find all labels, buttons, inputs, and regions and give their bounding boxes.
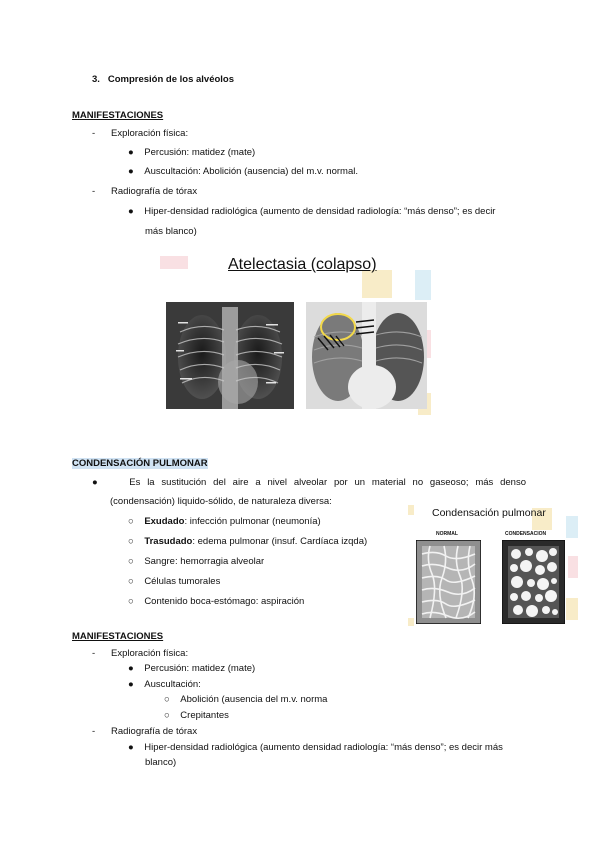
bullet-exploracion-2: - Exploración física: (92, 648, 189, 659)
figure-title-atelectasia: Atelectasia (colapso) (228, 256, 377, 273)
list-item-percusion-2: ● Percusión: matidez (mate) (128, 663, 256, 674)
list-item-sangre: ○ Sangre: hemorragia alveolar (128, 556, 265, 567)
condensacion-heading: CONDENSACIÓN PULMONAR (72, 458, 208, 469)
list-item-celulas: ○ Células tumorales (128, 576, 221, 587)
deco-rect (566, 516, 578, 538)
xray-atelectasis-image (306, 302, 427, 409)
list-item-trasudado: ○ Trasudado: edema pulmonar (insuf. Cardíaca izqda) (128, 536, 368, 547)
list-item-auscultacion-2: ● Auscultación: (128, 679, 201, 690)
bullet-exploracion: - Exploración física: (92, 128, 189, 139)
deco-rect (568, 556, 578, 578)
bullet-radiografia-2: - Radiografía de tórax (92, 726, 198, 737)
deco-rect (408, 618, 414, 626)
condensacion-definition-cont: (condensación) liquido-sólido, de naturaleza diversa: (110, 496, 332, 507)
deco-rect (362, 270, 392, 298)
deco-rect (160, 256, 188, 269)
label-normal: NORMAL (436, 531, 458, 537)
deco-rect (415, 270, 431, 300)
manifestaciones-heading: MANIFESTACIONES (72, 110, 164, 121)
list-item-hiperdensidad: ● Hiper-densidad radiológica (aumento de densidad radiología: “más denso”; es decir (128, 206, 496, 217)
list-item-contenido: ○ Contenido boca-estómago: aspiración (128, 596, 305, 607)
list-item-hiperdensidad-2: ● Hiper-densidad radiológica (aumento densidad radiología: “más denso”; es decir más (128, 742, 503, 753)
figure-title-condensacion: Condensación pulmonar (432, 507, 546, 519)
lung-tissue-normal-image (416, 540, 481, 624)
list-item-exudado: ○ Exudado: infección pulmonar (neumonía) (128, 516, 321, 527)
xray-chest-normal-image (166, 302, 294, 409)
section-title: 3. Compresión de los alvéolos (92, 74, 235, 85)
deco-rect (566, 598, 578, 620)
list-item-percusion: ● Percusión: matidez (mate) (128, 147, 256, 158)
lung-tissue-condensation-image (502, 540, 565, 624)
list-item-crepitantes: ○ Crepitantes (164, 710, 229, 721)
condensacion-definition: ● Es la sustitución del aire a nivel alveolar por un material no gaseoso; más denso (92, 477, 526, 488)
deco-rect (408, 505, 414, 515)
list-item-hiperdensidad-cont: más blanco) (145, 226, 197, 237)
bullet-radiografia: - Radiografía de tórax (92, 186, 198, 197)
list-item-auscultacion: ● Auscultación: Abolición (ausencia) del m.v. normal. (128, 166, 358, 177)
list-item-hiperdensidad-2-cont: blanco) (145, 757, 177, 768)
list-item-abolicion: ○ Abolición (ausencia del m.v. norma (164, 694, 328, 705)
label-condensacion: CONDENSACION (505, 531, 547, 537)
manifestaciones-heading-2: MANIFESTACIONES (72, 631, 164, 642)
